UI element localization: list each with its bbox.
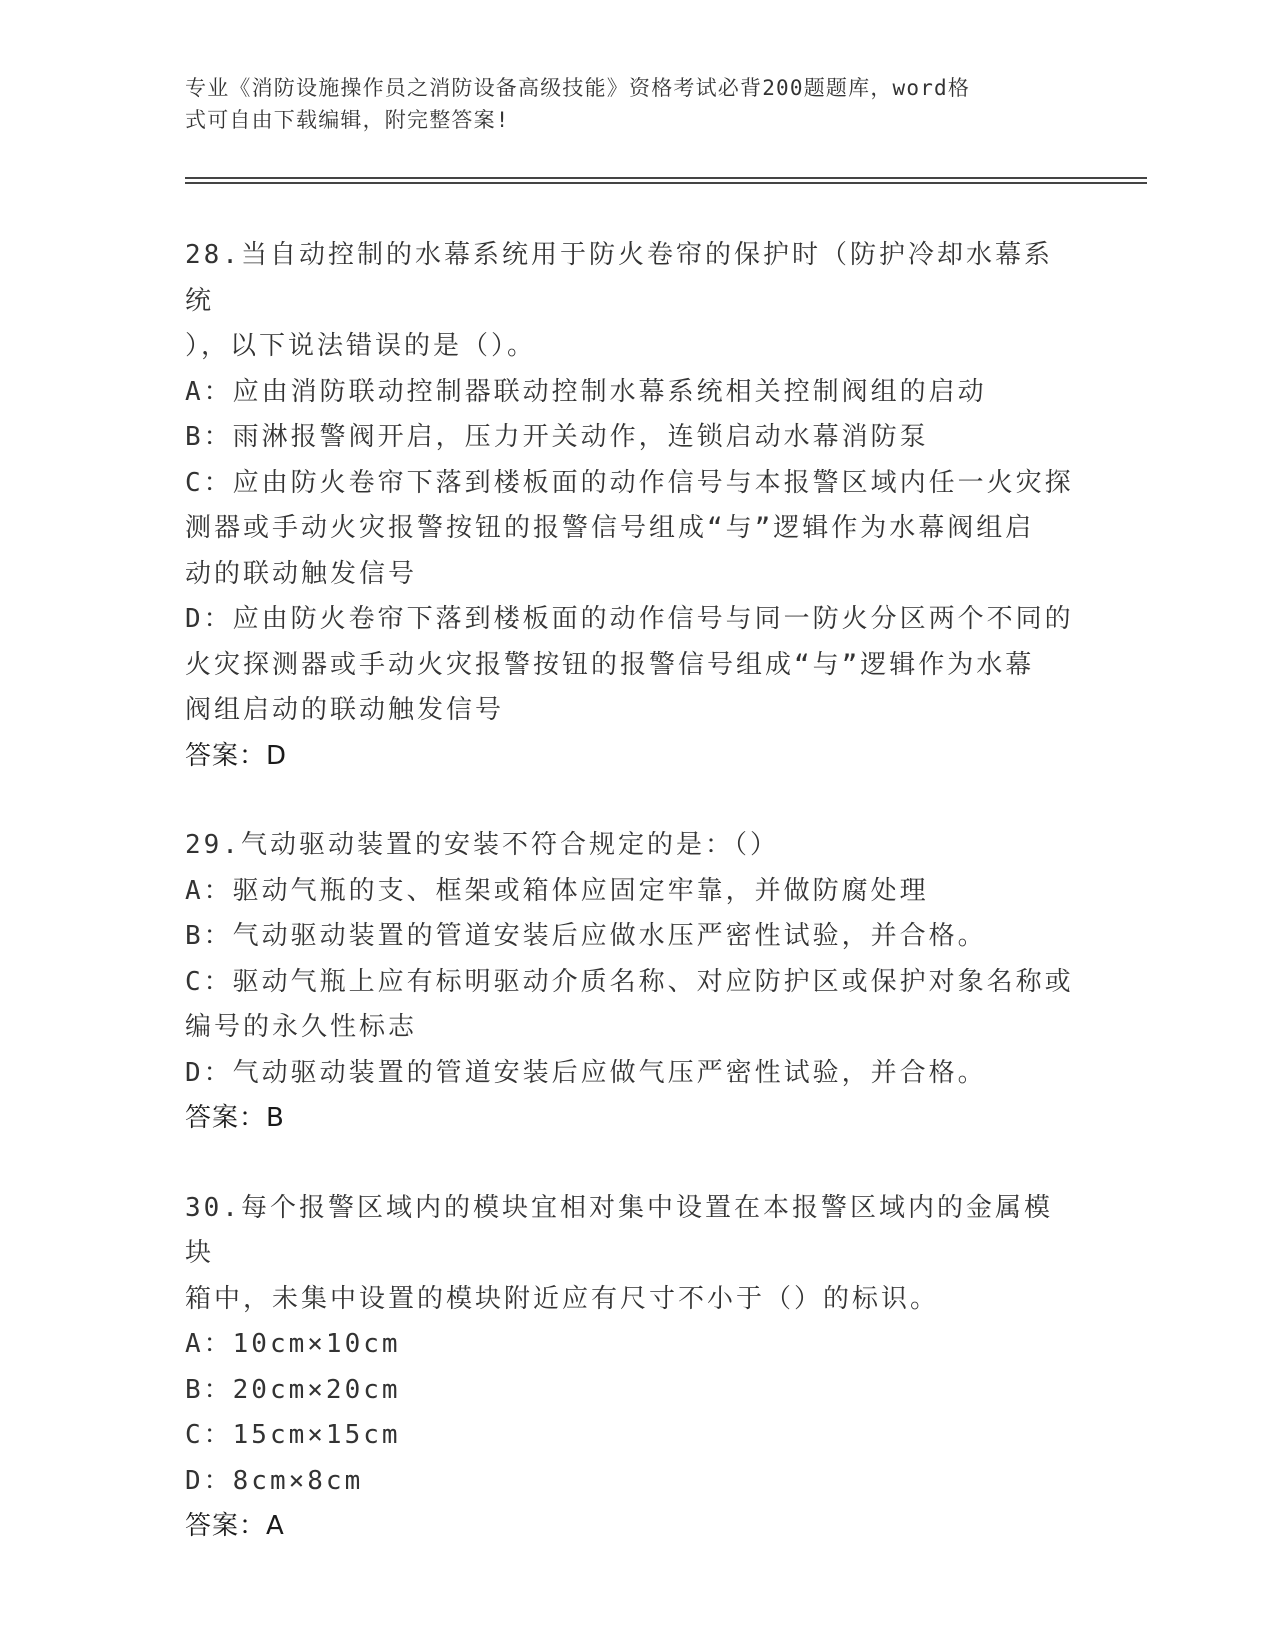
option-c: 动的联动触发信号	[185, 558, 418, 589]
header-line-1: 专业《消防设施操作员之消防设备高级技能》资格考试必背200题题库，word格	[185, 76, 971, 100]
option-b: B：气动驱动装置的管道安装后应做水压严密性试验，并合格。	[185, 921, 987, 951]
answer-label: 答案：B	[185, 1103, 285, 1133]
answer-label: 答案：D	[185, 740, 288, 771]
option-c: 测器或手动火灾报警按钮的报警信号组成“与”逻辑作为水幕阀组启	[185, 513, 1035, 543]
header-divider-top	[185, 177, 1147, 179]
question-30	[185, 1186, 1075, 1550]
option-c: C：15cm×15cm	[185, 1420, 401, 1450]
option-d: D：气动驱动装置的管道安装后应做气压严密性试验，并合格。	[185, 1057, 987, 1088]
question-text: 29.气动驱动装置的安装不符合规定的是：（）	[185, 830, 779, 860]
question-text: ），以下说法错误的是（）。	[185, 331, 537, 361]
option-b: B：20cm×20cm	[185, 1374, 401, 1405]
option-d: D：8cm×8cm	[185, 1465, 364, 1496]
header-line-2: 式可自由下载编辑，附完整答案!	[185, 108, 510, 132]
option-a: A：10cm×10cm	[185, 1329, 401, 1359]
option-c: C：应由防火卷帘下落到楼板面的动作信号与本报警区域内任一火灾探	[185, 467, 1074, 498]
document-header	[185, 72, 1065, 136]
answer-label: 答案：A	[185, 1511, 285, 1541]
question-text: 28.当自动控制的水幕系统用于防火卷帘的保护时（防护冷却水幕系统	[185, 240, 1053, 316]
option-c: C：驱动气瓶上应有标明驱动介质名称、对应防护区或保护对象名称或	[185, 966, 1074, 997]
option-c: 编号的永久性标志	[185, 1012, 418, 1042]
question-28	[185, 233, 1075, 779]
question-29	[185, 823, 1075, 1142]
option-d: 阀组启动的联动触发信号	[185, 695, 505, 725]
option-d: 火灾探测器或手动火灾报警按钮的报警信号组成“与”逻辑作为水幕	[185, 649, 1035, 680]
option-a: A：应由消防联动控制器联动控制水幕系统相关控制阀组的启动	[185, 376, 987, 407]
question-text: 30.每个报警区域内的模块宜相对集中设置在本报警区域内的金属模块	[185, 1192, 1053, 1268]
option-d: D：应由防火卷帘下落到楼板面的动作信号与同一防火分区两个不同的	[185, 604, 1074, 634]
question-text: 箱中，未集中设置的模块附近应有尺寸不小于（）的标识。	[185, 1283, 940, 1314]
option-b: B：雨淋报警阀开启，压力开关动作，连锁启动水幕消防泵	[185, 422, 929, 452]
question-list	[185, 233, 1075, 1594]
header-divider-bottom	[185, 182, 1147, 184]
option-a: A：驱动气瓶的支、框架或箱体应固定牢靠，并做防腐处理	[185, 875, 929, 906]
